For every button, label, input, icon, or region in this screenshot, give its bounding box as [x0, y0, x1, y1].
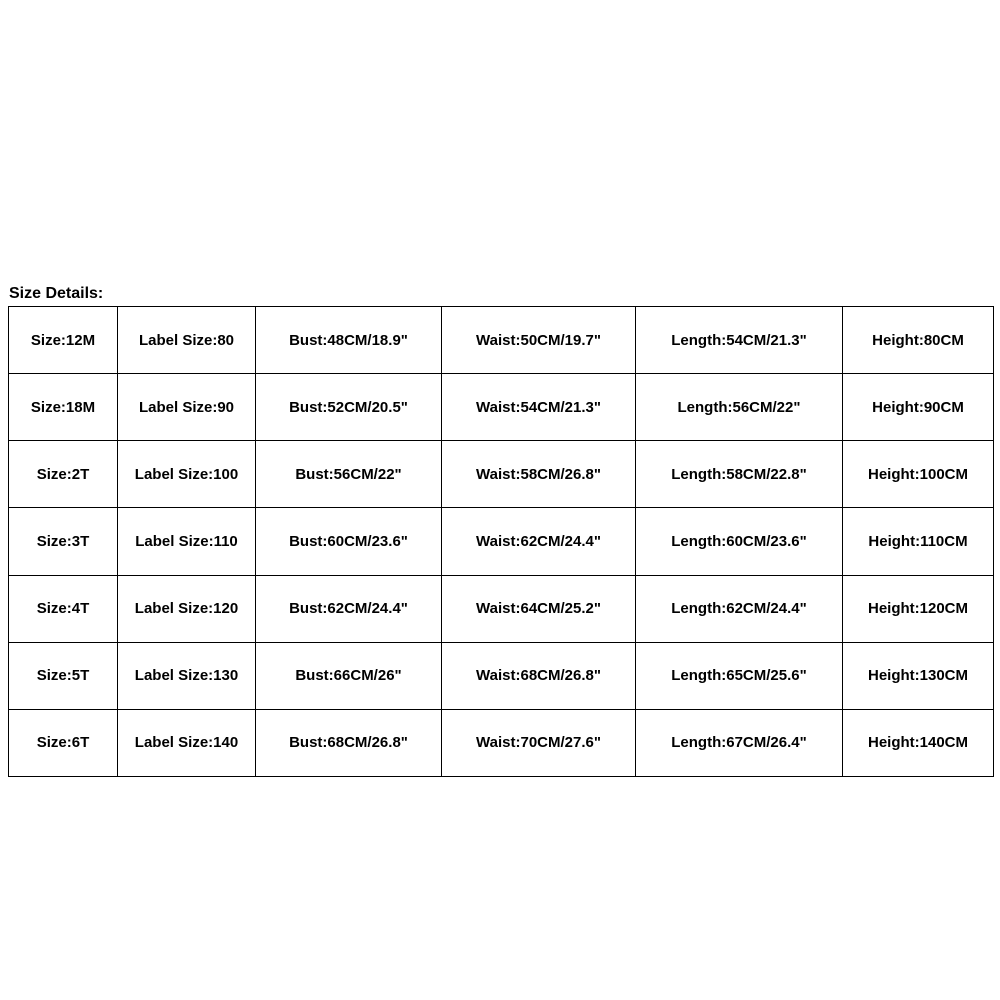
- length-cell: Length:60CM/23.6": [636, 508, 843, 575]
- size-cell: Size:3T: [9, 508, 118, 575]
- table-row: [9, 307, 994, 374]
- length-cell: Length:62CM/24.4": [636, 575, 843, 642]
- label-size-cell: Label Size:120: [118, 575, 256, 642]
- waist-cell: Waist:62CM/24.4": [442, 508, 636, 575]
- height-cell: Height:80CM: [843, 307, 994, 374]
- waist-cell: Waist:50CM/19.7": [442, 307, 636, 374]
- length-cell: Length:58CM/22.8": [636, 441, 843, 508]
- length-cell: Length:65CM/25.6": [636, 642, 843, 709]
- bust-cell: Bust:56CM/22": [256, 441, 442, 508]
- size-details-title: Size Details:: [9, 285, 104, 302]
- length-cell: Length:67CM/26.4": [636, 709, 843, 776]
- size-cell: Size:4T: [9, 575, 118, 642]
- size-cell: Size:2T: [9, 441, 118, 508]
- bust-cell: Bust:68CM/26.8": [256, 709, 442, 776]
- label-size-cell: Label Size:100: [118, 441, 256, 508]
- table-row: [9, 709, 994, 776]
- size-cell: Size:6T: [9, 709, 118, 776]
- waist-cell: Waist:70CM/27.6": [442, 709, 636, 776]
- label-size-cell: Label Size:80: [118, 307, 256, 374]
- waist-cell: Waist:54CM/21.3": [442, 374, 636, 441]
- bust-cell: Bust:48CM/18.9": [256, 307, 442, 374]
- bust-cell: Bust:60CM/23.6": [256, 508, 442, 575]
- height-cell: Height:130CM: [843, 642, 994, 709]
- label-size-cell: Label Size:140: [118, 709, 256, 776]
- length-cell: Length:56CM/22": [636, 374, 843, 441]
- size-chart-table: [8, 306, 994, 777]
- height-cell: Height:100CM: [843, 441, 994, 508]
- label-size-cell: Label Size:130: [118, 642, 256, 709]
- size-cell: Size:12M: [9, 307, 118, 374]
- height-cell: Height:90CM: [843, 374, 994, 441]
- table-row: [9, 374, 994, 441]
- label-size-cell: Label Size:110: [118, 508, 256, 575]
- label-size-cell: Label Size:90: [118, 374, 256, 441]
- bust-cell: Bust:66CM/26": [256, 642, 442, 709]
- size-cell: Size:5T: [9, 642, 118, 709]
- waist-cell: Waist:68CM/26.8": [442, 642, 636, 709]
- height-cell: Height:140CM: [843, 709, 994, 776]
- table-row: [9, 441, 994, 508]
- table-row: [9, 508, 994, 575]
- length-cell: Length:54CM/21.3": [636, 307, 843, 374]
- size-cell: Size:18M: [9, 374, 118, 441]
- table-row: [9, 642, 994, 709]
- table-row: [9, 575, 994, 642]
- height-cell: Height:110CM: [843, 508, 994, 575]
- waist-cell: Waist:64CM/25.2": [442, 575, 636, 642]
- bust-cell: Bust:52CM/20.5": [256, 374, 442, 441]
- waist-cell: Waist:58CM/26.8": [442, 441, 636, 508]
- height-cell: Height:120CM: [843, 575, 994, 642]
- bust-cell: Bust:62CM/24.4": [256, 575, 442, 642]
